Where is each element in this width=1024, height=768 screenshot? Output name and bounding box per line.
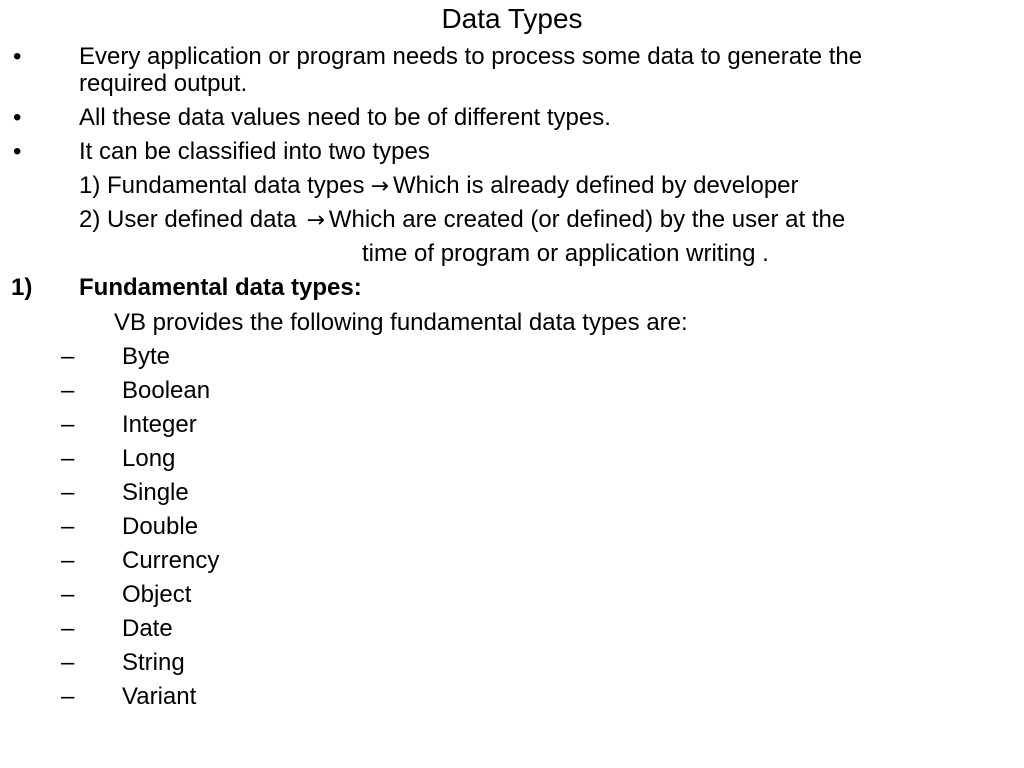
list-item: Object	[122, 581, 192, 608]
classification-item-user-defined	[79, 207, 845, 234]
list-item: Variant	[122, 683, 197, 710]
dash-marker: –	[61, 513, 75, 540]
dash-marker: –	[61, 445, 75, 472]
arrow-right-icon: →	[370, 174, 389, 199]
bullet-marker: •	[13, 43, 22, 70]
dash-marker: –	[61, 581, 75, 608]
dash-marker: –	[61, 377, 75, 404]
classification-item-1-desc: Which is already defined by developer	[392, 172, 799, 199]
list-item: String	[122, 649, 185, 676]
bullet-3-line: It can be classified into two types	[79, 138, 430, 165]
list-item: Byte	[122, 343, 171, 370]
dash-marker: –	[61, 343, 75, 370]
arrow-right-icon: →	[306, 208, 325, 233]
bullet-1-line-1: Every application or program needs to process some data to generate the	[79, 43, 863, 70]
list-item: Integer	[122, 411, 197, 438]
list-item: Single	[122, 479, 189, 506]
section-heading: Fundamental data types:	[79, 274, 362, 301]
section-intro: VB provides the following fundamental data types are:	[114, 309, 688, 336]
classification-item-2-label: 2) User defined data	[79, 206, 297, 233]
dash-marker: –	[61, 547, 75, 574]
bullet-2-line: All these data values need to be of different types.	[79, 104, 611, 131]
list-item: Currency	[122, 547, 220, 574]
bullet-1-line-2: required output.	[79, 70, 248, 97]
dash-marker: –	[61, 683, 75, 710]
classification-item-2-continuation: time of program or application writing .	[362, 240, 769, 267]
dash-marker: –	[61, 479, 75, 506]
bullet-marker: •	[13, 138, 22, 165]
dash-marker: –	[61, 411, 75, 438]
classification-item-2-desc: Which are created (or defined) by the user at the	[328, 206, 846, 233]
list-item: Boolean	[122, 377, 211, 404]
dash-marker: –	[61, 615, 75, 642]
classification-item-fundamental	[79, 173, 799, 200]
list-item: Long	[122, 445, 176, 472]
list-item: Date	[122, 615, 173, 642]
bullet-marker: •	[13, 104, 22, 131]
section-number: 1)	[11, 274, 33, 301]
dash-marker: –	[61, 649, 75, 676]
classification-item-1-label: 1) Fundamental data types	[79, 172, 365, 199]
list-item: Double	[122, 513, 199, 540]
slide-title: Data Types	[441, 3, 583, 34]
